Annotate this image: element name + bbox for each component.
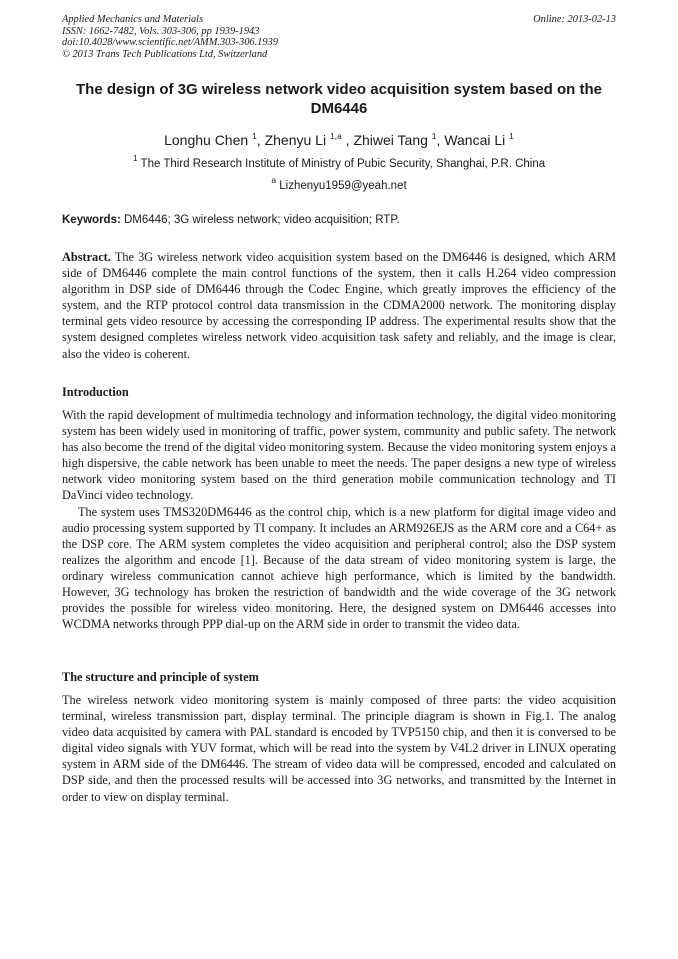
paragraph: With the rapid development of multimedia technology and information technology, the digital video monitoring system has been widely used in monitoring of traffic, power system, community and public safety. The network has also become the trend of the digital video monitoring system. Because the video monitoring system enjoys a high dispersive, the cable network has been unable to meet the needs. The paper designs a new type of wireless network video monitoring system based on the third generation mobile communication technology and TI DaVinci video technology.: [62, 408, 616, 503]
author-name: Zhiwei Tang: [353, 132, 428, 148]
journal-name: Applied Mechanics and Materials: [62, 14, 204, 25]
author-affiliation-mark: 1,a: [329, 131, 342, 141]
affiliation-mark: 1: [132, 153, 138, 163]
keywords: [62, 213, 616, 227]
section-heading-introduction: Introduction: [62, 385, 129, 399]
doi-line: doi:10.4028/www.scientific.net/AMM.303-306.1939: [62, 37, 278, 49]
author-affiliation-mark: 1: [431, 131, 437, 141]
section-heading-structure: The structure and principle of system: [62, 670, 259, 684]
issn-line: ISSN: 1662-7482, Vols. 303-306, pp 1939-1943: [62, 25, 260, 37]
author-affiliation-mark: 1: [252, 131, 257, 141]
paragraph: The system uses TMS320DM6446 as the control chip, which is a new platform for digital image video and audio processing system supported by TI company. It includes an ARM926EJS as the ARM core and a C64+ as the DSP core. The ARM system completes the video acquisition and peripheral control; also the DSP system realizes the algorithm and encode [1]. Because of the data stream of video monitoring system is large, the ordinary wireless communication cannot achieve high performance, which is limited by the bandwidth. However, 3G technology has broken the restriction of bandwidth and the wide coverage of the 3G network provides the possible for wireless video monitoring. Here, the designed system on DM6446 accesses into WCDMA networks through PPP dial-up on the ARM side in order to transmit the video data.: [62, 504, 616, 632]
keywords-text: DM6446; 3G wireless network; video acquisition; RTP.: [124, 214, 400, 226]
email-mark: a: [271, 175, 277, 185]
email-text: Lizhenyu1959@yeah.net: [279, 180, 407, 192]
paper-title: The design of 3G wireless network video acquisition system based on the DM6446: [76, 81, 602, 117]
author-email: [62, 175, 616, 193]
abstract-label: Abstract.: [62, 250, 111, 264]
journal-header: [62, 14, 616, 60]
abstract-text: The 3G wireless network video acquisition system based on the DM6446 is designed, which ARM side of DM6446 complete the main control functions of the system, then it calls H.264 video compression algorithm in DSP side of DM6446 through the Codec Engine, which greatly improves the efficiency of the system, and the RTP protocol control data transmission in the CDMA2000 network. The monitoring display terminal gets video resource by accessing the corresponding IP address. The experimental results show that the system designed completes wireless network video acquisition task safety and reliably, and the image is clear, also the video is coherent.: [62, 250, 616, 361]
author-name: Wancai Li: [444, 132, 506, 148]
affiliation: [62, 153, 616, 171]
affiliation-text: The Third Research Institute of Ministry of Pubic Security, Shanghai, P.R. China: [140, 158, 546, 170]
keywords-label: Keywords:: [62, 214, 121, 226]
paragraph: The wireless network video monitoring system is mainly composed of three parts: the video acquisition terminal, wireless transmission part, display terminal. The principle diagram is shown in Fig.1. The analog video data acquisited by camera with PAL standard is encoded by TVP5150 chip, and then it is conversed to be digital video signals with YUV format, which will be read into the system by V4L2 driver in LINUX operating system in ARM side of the DM6446. The stream of video data will be compressed, encoded and calculated on DSP side, and then the processed results will be accessed into 3G networks, and transmitted by the Internet in order to view on display terminal.: [62, 693, 616, 804]
author-list: Longhu Chen $^1$, Zhenyu Li $^{1,a}$ , Zhiwei Tang $^1$, Wancai Li $^1$: [164, 131, 514, 148]
author-name: Zhenyu Li: [264, 132, 327, 148]
abstract: [62, 249, 616, 362]
section-introduction: [62, 407, 616, 632]
section-structure: [62, 692, 616, 805]
author-affiliation-mark: 1: [509, 131, 514, 141]
copyright-line: © 2013 Trans Tech Publications Ltd, Switzerland: [62, 48, 268, 60]
author-name: Longhu Chen: [164, 132, 249, 148]
online-date: Online: 2013-02-13: [533, 14, 616, 25]
